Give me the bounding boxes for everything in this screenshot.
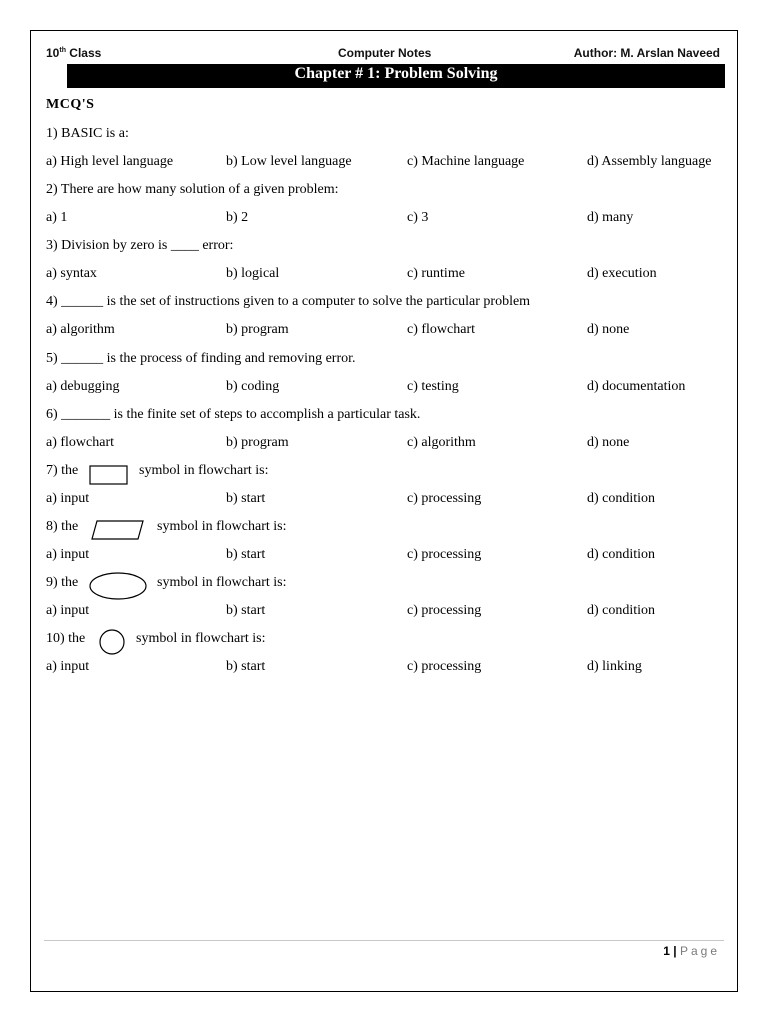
chapter-title-bar bbox=[67, 64, 725, 88]
section-heading: MCQ'S bbox=[46, 97, 95, 112]
option-8b: b) start bbox=[226, 547, 266, 562]
option-4b: b) program bbox=[226, 322, 289, 337]
option-7a: a) input bbox=[46, 491, 90, 506]
option-3c: c) runtime bbox=[407, 266, 465, 281]
question-2: 2) There are how many solution of a given problem: bbox=[46, 182, 339, 197]
page-footer bbox=[663, 944, 720, 958]
option-1b: b) Low level language bbox=[226, 154, 352, 169]
option-9d: d) condition bbox=[587, 603, 656, 618]
option-8a: a) input bbox=[46, 547, 90, 562]
option-10c: c) processing bbox=[407, 659, 482, 674]
option-10a: a) input bbox=[46, 659, 90, 674]
question-8-prefix: 8) the bbox=[46, 519, 79, 534]
question-3: 3) Division by zero is ____ error: bbox=[46, 238, 234, 253]
option-10b: b) start bbox=[226, 659, 266, 674]
option-6b: b) program bbox=[226, 435, 289, 450]
option-7b: b) start bbox=[226, 491, 266, 506]
option-7d: d) condition bbox=[587, 491, 656, 506]
option-3a: a) syntax bbox=[46, 266, 97, 281]
page-number: 1 bbox=[663, 944, 670, 958]
option-4d: d) none bbox=[587, 322, 630, 337]
footer-separator: | bbox=[669, 944, 680, 958]
option-2b: b) 2 bbox=[226, 210, 249, 225]
question-7-prefix: 7) the bbox=[46, 463, 79, 478]
option-3d: d) execution bbox=[587, 266, 657, 281]
option-9b: b) start bbox=[226, 603, 266, 618]
flowchart-rectangle-symbol bbox=[88, 464, 130, 486]
option-5c: c) testing bbox=[407, 379, 459, 394]
option-5d: d) documentation bbox=[587, 379, 686, 394]
option-9a: a) input bbox=[46, 603, 90, 618]
header-author: Author: M. Arslan Naveed bbox=[573, 46, 720, 60]
option-2d: d) many bbox=[587, 210, 634, 225]
option-6c: c) algorithm bbox=[407, 435, 476, 450]
header-subject: Computer Notes bbox=[338, 46, 432, 60]
chapter-title: Chapter # 1: Problem Solving bbox=[294, 65, 498, 82]
question-8-suffix: symbol in flowchart is: bbox=[157, 519, 287, 534]
option-6a: a) flowchart bbox=[46, 435, 115, 450]
flowchart-oval-symbol bbox=[88, 571, 148, 601]
option-7c: c) processing bbox=[407, 491, 482, 506]
option-5b: b) coding bbox=[226, 379, 280, 394]
option-10d: d) linking bbox=[587, 659, 642, 674]
option-8d: d) condition bbox=[587, 547, 656, 562]
option-2c: c) 3 bbox=[407, 210, 429, 225]
page-border bbox=[30, 30, 738, 992]
flowchart-circle-symbol bbox=[98, 628, 126, 656]
option-1a: a) High level language bbox=[46, 154, 174, 169]
header-class: 10th Class bbox=[46, 46, 102, 60]
question-10-prefix: 10) the bbox=[46, 631, 86, 646]
option-1d: d) Assembly language bbox=[587, 154, 712, 169]
footer-divider bbox=[44, 940, 724, 941]
option-5a: a) debugging bbox=[46, 379, 120, 394]
question-5: 5) ______ is the process of finding and removing error. bbox=[46, 351, 356, 366]
question-9-suffix: symbol in flowchart is: bbox=[157, 575, 287, 590]
page-label: Page bbox=[679, 944, 720, 958]
question-4: 4) ______ is the set of instructions given to a computer to solve the particular problem bbox=[46, 294, 531, 309]
flowchart-parallelogram-symbol bbox=[90, 519, 146, 541]
question-9-prefix: 9) the bbox=[46, 575, 79, 590]
option-2a: a) 1 bbox=[46, 210, 68, 225]
question-6: 6) _______ is the finite set of steps to accomplish a particular task. bbox=[46, 407, 421, 422]
option-8c: c) processing bbox=[407, 547, 482, 562]
option-9c: c) processing bbox=[407, 603, 482, 618]
option-4a: a) algorithm bbox=[46, 322, 115, 337]
option-1c: c) Machine language bbox=[407, 154, 525, 169]
option-4c: c) flowchart bbox=[407, 322, 476, 337]
question-7-suffix: symbol in flowchart is: bbox=[139, 463, 269, 478]
question-1: 1) BASIC is a: bbox=[46, 126, 129, 141]
option-3b: b) logical bbox=[226, 266, 280, 281]
option-6d: d) none bbox=[587, 435, 630, 450]
question-10-suffix: symbol in flowchart is: bbox=[136, 631, 266, 646]
